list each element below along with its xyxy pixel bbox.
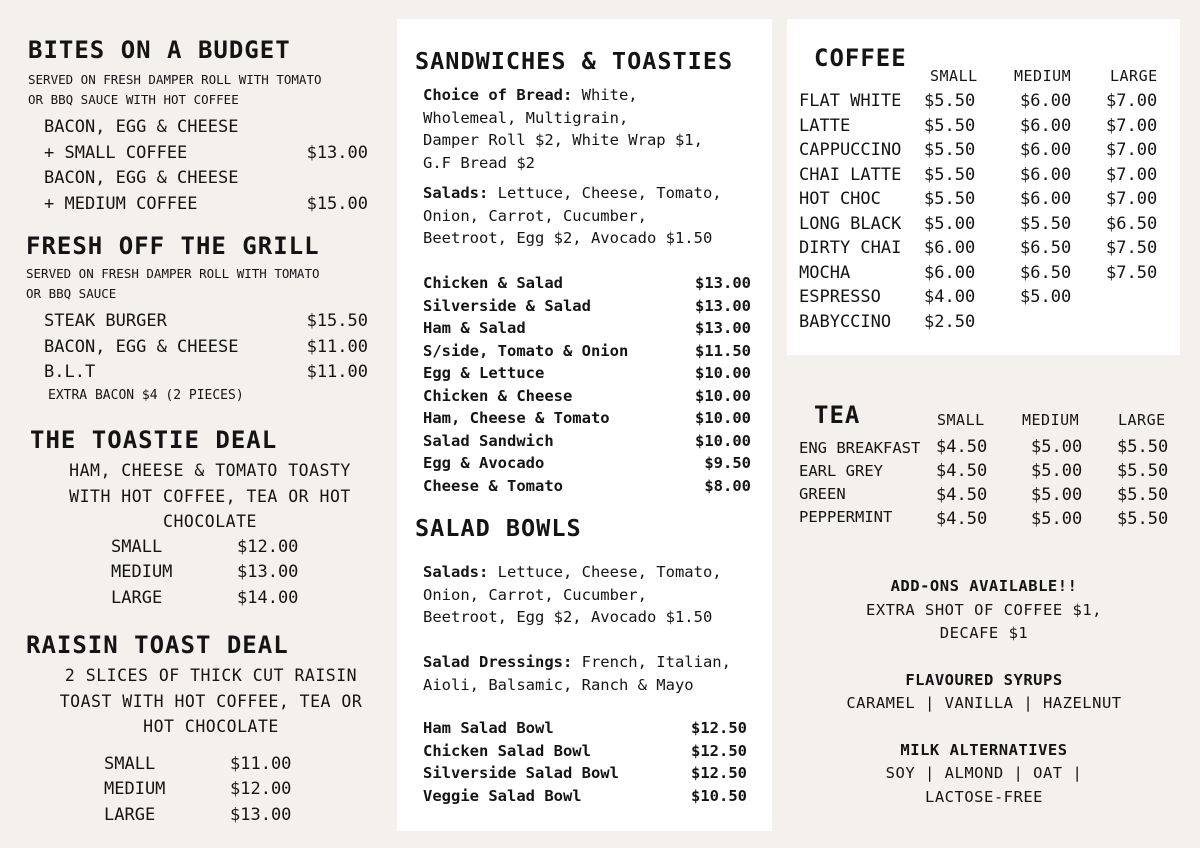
tea-name: ENG BREAKFAST — [799, 439, 921, 457]
column-header: MEDIUM — [1014, 67, 1072, 85]
raisin-toast-deal-section — [26, 631, 396, 828]
price-large: $7.00 — [1106, 91, 1158, 111]
tea-price-table — [787, 390, 1187, 540]
menu-item: Ham Salad Bowl $12.50 — [423, 717, 747, 740]
size-row: SMALL $11.00 — [104, 752, 396, 778]
addons-line: DECAFE $1 — [939, 624, 1029, 642]
drink-name: CAPPUCCINO — [799, 140, 902, 160]
item-price: $12.50 — [691, 764, 747, 782]
item-price: $10.00 — [695, 409, 751, 427]
size-price: $12.00 — [237, 536, 299, 557]
table-row — [799, 214, 1169, 238]
drink-name: MOCHA — [799, 262, 851, 283]
deal-sizes — [111, 535, 390, 612]
menu-item: BACON, EGG & CHEESE $11.00 — [44, 335, 368, 361]
price-medium: $5.00 — [1020, 287, 1072, 307]
sandwich-list — [423, 272, 751, 497]
size-row: SMALL $12.00 — [111, 535, 390, 561]
item-price: $13.00 — [695, 274, 751, 292]
table-row — [799, 140, 1169, 164]
grill-items — [44, 309, 368, 386]
column-header: LARGE — [1110, 67, 1158, 85]
item-price: $15.50 — [306, 311, 368, 331]
menu-item: Ham, Cheese & Tomato $10.00 — [423, 407, 751, 430]
price-large: $7.00 — [1106, 115, 1158, 136]
price-small: $6.00 — [924, 238, 976, 258]
size-row: MEDIUM $13.00 — [111, 560, 390, 586]
price-medium: $6.50 — [1020, 262, 1072, 283]
item-price: $11.00 — [306, 362, 368, 382]
price-small: $4.50 — [936, 461, 988, 481]
item-price: $12.50 — [691, 741, 747, 760]
price-large: $5.50 — [1117, 461, 1169, 481]
item-price: $11.00 — [306, 336, 368, 357]
syrups-list: CARAMEL | VANILLA | HAZELNUT — [846, 694, 1122, 712]
size-price: $14.00 — [237, 587, 299, 608]
tea-name: PEPPERMINT — [799, 508, 893, 526]
menu-item: Silverside Salad Bowl $12.50 — [423, 762, 747, 785]
section-title: TEA — [814, 401, 861, 429]
bread-options: Choice of Bread: White, Wholemeal, Multigrain, Damper Roll $2, White Wrap $1, G.F Bread $2 — [423, 86, 703, 172]
table-row — [799, 312, 1169, 336]
price-medium: $5.00 — [1031, 509, 1083, 529]
drink-name: LONG BLACK — [799, 213, 902, 234]
section-title: FRESH OFF THE GRILL — [26, 232, 320, 260]
menu-item: Salad Sandwich $10.00 — [423, 430, 751, 453]
item-price: $11.50 — [695, 341, 751, 360]
column-header: MEDIUM — [1022, 411, 1080, 429]
menu-item: B.L.T $11.00 — [44, 360, 368, 386]
drink-name: LATTE — [799, 115, 851, 136]
salad-bowl-list — [423, 717, 747, 807]
item-price: $9.50 — [704, 454, 751, 472]
budget-items — [44, 115, 368, 217]
price-medium: $5.00 — [1031, 437, 1083, 457]
price-small: $4.50 — [936, 509, 988, 529]
milk-list: LACTOSE-FREE — [925, 787, 1043, 806]
price-large: $6.50 — [1106, 213, 1158, 234]
menu-item: Egg & Avocado $9.50 — [423, 452, 751, 475]
addons-line: EXTRA SHOT OF COFFEE $1, — [866, 600, 1102, 619]
deal-sizes — [104, 752, 396, 829]
price-large: $7.00 — [1106, 140, 1158, 160]
price-large: $5.50 — [1117, 485, 1169, 505]
item-price: $8.00 — [704, 476, 751, 495]
table-row — [799, 461, 1179, 485]
menu-item: Egg & Lettuce $10.00 — [423, 362, 751, 385]
column-header: SMALL — [930, 67, 978, 85]
item-price: $12.50 — [691, 719, 747, 737]
menu-item: Cheese & Tomato $8.00 — [423, 475, 751, 498]
menu-item: BACON, EGG & CHEESE + MEDIUM COFFEE $15.00 — [44, 166, 368, 217]
drink-name: CHAI LATTE — [799, 164, 902, 185]
price-small: $5.50 — [924, 115, 976, 136]
coffee-panel — [787, 19, 1180, 355]
section-subtitle: SERVED ON FRESH DAMPER ROLL WITH TOMATO OR BBQ SAUCE — [26, 266, 320, 301]
salad-options: Salads: Lettuce, Cheese, Tomato, Onion, Carrot, Cucumber, Beetroot, Egg $2, Avocado $1.50 — [423, 184, 722, 247]
section-title: SANDWICHES & TOASTIES — [415, 47, 734, 75]
table-row — [799, 437, 1179, 461]
item-price: $10.00 — [695, 431, 751, 450]
table-row — [799, 189, 1169, 213]
item-price: $10.00 — [695, 364, 751, 382]
milk-list: SOY | ALMOND | OAT | — [885, 764, 1083, 782]
price-small: $5.50 — [924, 189, 976, 209]
drink-name: HOT CHOC — [799, 189, 881, 209]
section-title: BITES ON A BUDGET — [28, 36, 291, 64]
menu-item: STEAK BURGER $15.50 — [44, 309, 368, 335]
item-price: $13.00 — [695, 319, 751, 337]
tea-section — [787, 390, 1187, 540]
size-row: LARGE $14.00 — [111, 586, 390, 612]
item-price: $10.50 — [691, 786, 747, 805]
syrups-title: FLAVOURED SYRUPS — [905, 670, 1063, 689]
toastie-deal-section — [30, 426, 390, 611]
price-medium: $6.00 — [1020, 91, 1072, 111]
menu-item: S/side, Tomato & Onion $11.50 — [423, 340, 751, 363]
price-medium: $6.50 — [1020, 238, 1072, 258]
fresh-off-the-grill-section — [26, 232, 368, 403]
price-small: $5.00 — [924, 213, 976, 234]
section-subtitle: SERVED ON FRESH DAMPER ROLL WITH TOMATO OR BBQ SAUCE WITH HOT COFFEE — [28, 72, 322, 107]
price-small: $4.50 — [936, 437, 988, 457]
price-medium: $6.00 — [1020, 140, 1072, 160]
drink-name: ESPRESSO — [799, 287, 881, 307]
price-large: $7.50 — [1106, 262, 1158, 283]
table-row — [799, 116, 1169, 140]
table-row — [799, 263, 1169, 287]
price-large: $7.50 — [1106, 238, 1158, 258]
salad-bowls-title: SALAD BOWLS — [415, 514, 582, 542]
price-medium: $5.00 — [1031, 485, 1083, 505]
addons-title: ADD-ONS AVAILABLE!! — [890, 577, 1078, 595]
size-price: $12.00 — [230, 779, 292, 799]
table-row — [799, 287, 1169, 311]
price-large: $7.00 — [1106, 164, 1158, 185]
menu-item: Chicken & Salad $13.00 — [423, 272, 751, 295]
price-small: $6.00 — [924, 262, 976, 283]
bites-on-a-budget-section — [28, 36, 368, 217]
size-price: $11.00 — [230, 753, 292, 774]
price-large: $7.00 — [1106, 189, 1158, 209]
addons-section — [784, 575, 1184, 809]
price-small: $5.50 — [924, 91, 976, 111]
price-large: $5.50 — [1117, 509, 1169, 529]
price-medium: $6.00 — [1020, 189, 1072, 209]
menu-item: Ham & Salad $13.00 — [423, 317, 751, 340]
size-row: LARGE $13.00 — [104, 803, 396, 829]
section-title: THE TOASTIE DEAL — [30, 426, 278, 454]
coffee-price-table — [787, 19, 1180, 355]
menu-item: Chicken & Cheese $10.00 — [423, 385, 751, 408]
price-large: $5.50 — [1117, 437, 1169, 457]
section-title: RAISIN TOAST DEAL — [26, 631, 289, 659]
menu-item: Chicken Salad Bowl $12.50 — [423, 740, 747, 763]
menu-item: Silverside & Salad $13.00 — [423, 295, 751, 318]
table-row — [799, 91, 1169, 115]
price-small: $4.00 — [924, 287, 976, 307]
drink-name: BABYCCINO — [799, 311, 892, 332]
price-small: $5.50 — [924, 140, 976, 160]
item-price: $10.00 — [695, 386, 751, 405]
drink-name: DIRTY CHAI — [799, 238, 902, 258]
size-price: $13.00 — [237, 562, 299, 582]
price-medium: $5.50 — [1020, 213, 1072, 234]
sandwiches-panel — [397, 19, 772, 831]
price-small: $5.50 — [924, 164, 976, 185]
extra-note: EXTRA BACON $4 (2 PIECES) — [48, 387, 244, 403]
table-row — [799, 509, 1179, 533]
table-row — [799, 165, 1169, 189]
size-row: MEDIUM $12.00 — [104, 777, 396, 803]
tea-name: EARL GREY — [799, 462, 883, 480]
dressing-options: Salad Dressings: French, Italian, Aioli, Balsamic, Ranch & Mayo — [423, 653, 731, 694]
column-header: SMALL — [937, 411, 985, 429]
drink-name: FLAT WHITE — [799, 91, 902, 111]
deal-description: 2 SLICES OF THICK CUT RAISIN TOAST WITH HOT COFFEE, TEA OR HOT CHOCOLATE — [59, 666, 363, 736]
section-title: COFFEE — [814, 44, 907, 72]
column-header: LARGE — [1118, 411, 1166, 429]
item-price: $13.00 — [306, 142, 368, 163]
table-row — [799, 485, 1179, 509]
price-medium: $6.00 — [1020, 164, 1072, 185]
tea-name: GREEN — [799, 485, 846, 503]
item-price: $13.00 — [695, 296, 751, 315]
menu-item: BACON, EGG & CHEESE + SMALL COFFEE $13.00 — [44, 115, 368, 166]
item-price: $15.00 — [306, 193, 368, 214]
price-small: $2.50 — [924, 311, 976, 332]
menu-item: Veggie Salad Bowl $10.50 — [423, 785, 747, 808]
milk-alternatives-title: MILK ALTERNATIVES — [900, 740, 1068, 759]
deal-description: HAM, CHEESE & TOMATO TOASTY WITH HOT COFFEE, TEA OR HOT CHOCOLATE — [69, 461, 351, 531]
bowl-salad-options: Salads: Lettuce, Cheese, Tomato, Onion, Carrot, Cucumber, Beetroot, Egg $2, Avocado $1.50 — [423, 563, 722, 626]
price-medium: $5.00 — [1031, 461, 1083, 481]
price-medium: $6.00 — [1020, 115, 1072, 136]
table-row — [799, 238, 1169, 262]
size-price: $13.00 — [230, 804, 292, 825]
price-small: $4.50 — [936, 485, 988, 505]
